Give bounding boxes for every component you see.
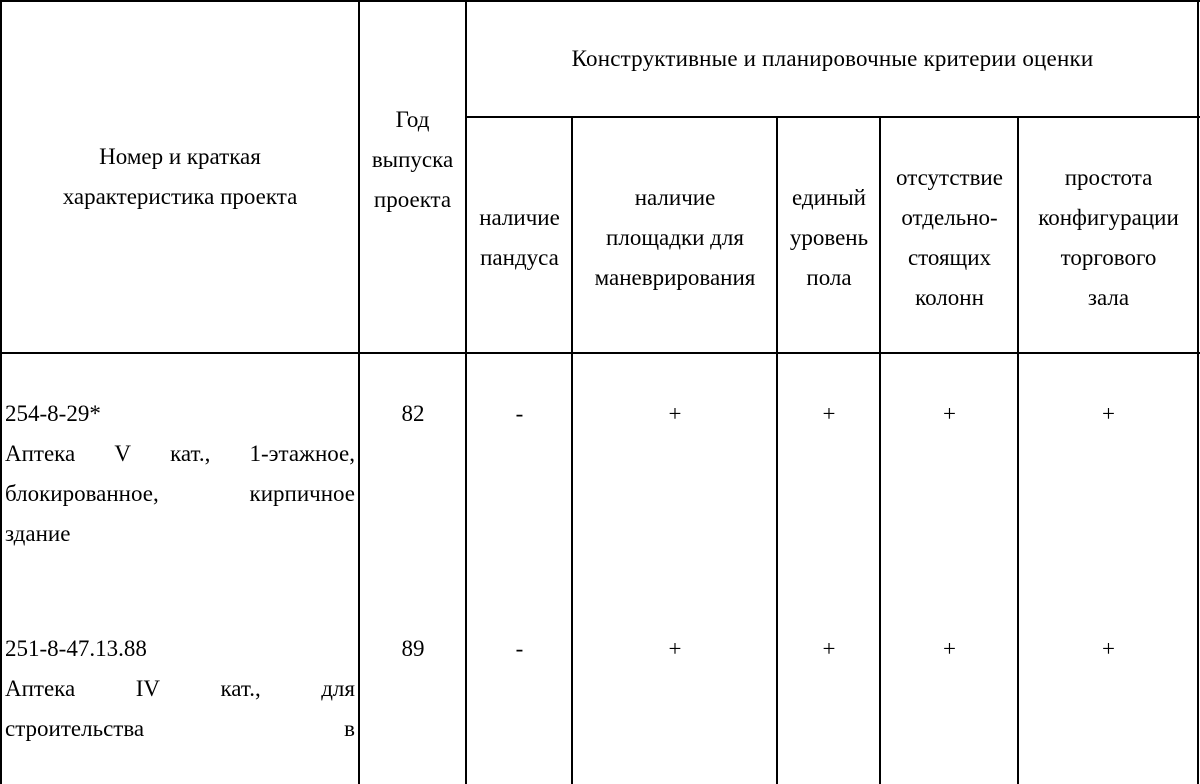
row-2-ramp: - <box>515 636 524 661</box>
header-ramp <box>467 198 572 278</box>
row-2-project-number: 251-8-47.13.88 <box>5 636 147 661</box>
row-2-desc-line-2 <box>5 709 355 749</box>
row-2-desc-word-5: строительства <box>5 716 145 741</box>
row-2-desc-word-3: кат., <box>220 676 261 701</box>
row-1-desc-line-3: здание <box>5 521 71 546</box>
row-1-floor: + <box>822 401 836 426</box>
row-2-floor: + <box>822 636 836 661</box>
header-maneuver-line-3: маневрирования <box>594 265 756 290</box>
row-1-desc-line-1 <box>5 434 355 474</box>
row-2-desc-word-2: IV <box>135 676 160 701</box>
header-columns-line-4: колонн <box>915 285 984 310</box>
header-config-line-2: конфигурации <box>1038 205 1179 230</box>
row-2-year: 89 <box>401 636 425 661</box>
header-project-line-1: Номер и краткая <box>99 144 261 169</box>
row-1-desc-line-2 <box>5 474 355 514</box>
header-config-line-1: простота <box>1064 165 1153 190</box>
header-ramp-line-1: наличие <box>479 205 560 230</box>
row-1-columns: + <box>943 401 956 426</box>
header-project <box>2 2 358 352</box>
header-floor-line-2: уровень <box>789 225 869 250</box>
header-maneuver <box>573 178 777 298</box>
table-row-1-description <box>5 394 355 554</box>
header-columns-line-1: отсутствие <box>896 165 1003 190</box>
row-1-project-number: 254-8-29* <box>5 401 101 426</box>
header-columns-line-2: отдельно- <box>901 205 998 230</box>
row-2-desc-word-6: в <box>344 716 355 741</box>
header-floor-line-3: пола <box>806 265 852 290</box>
header-config <box>1019 158 1198 318</box>
row-2-desc-line-1 <box>5 669 355 709</box>
row-1-desc-word-3: кат., <box>170 441 211 466</box>
header-columns <box>881 158 1018 318</box>
header-maneuver-line-2: площадки для <box>606 225 744 250</box>
header-floor <box>778 178 880 298</box>
header-year-line-1: Год <box>395 107 430 132</box>
row-2-desc-word-4: для <box>321 676 355 701</box>
row-2-columns: + <box>943 636 956 661</box>
row-1-year: 82 <box>401 401 425 426</box>
header-floor-line-1: единый <box>792 185 866 210</box>
row-1-config: + <box>1102 401 1115 426</box>
row-1-desc-word-2: V <box>114 441 131 466</box>
row-1-ramp: - <box>515 401 524 426</box>
header-criteria-group <box>467 2 1198 116</box>
row-1-desc-word-1: Аптека <box>5 441 76 466</box>
header-year-line-3: проекта <box>373 187 452 212</box>
row-2-config: + <box>1102 636 1115 661</box>
header-config-line-4: зала <box>1087 285 1130 310</box>
table-row-2-description <box>5 629 355 749</box>
header-criteria-group-text: Конструктивные и планировочные критерии оценки <box>571 46 1094 71</box>
header-config-line-3: торгового <box>1060 245 1157 270</box>
row-1-desc-word-5: блокированное, <box>5 481 159 506</box>
row-2-desc-word-1: Аптека <box>5 676 76 701</box>
header-year <box>360 100 465 240</box>
header-columns-line-3: стоящих <box>907 245 992 270</box>
row-1-maneuver: + <box>668 401 682 426</box>
header-ramp-line-2: пандуса <box>480 245 559 270</box>
header-maneuver-line-1: наличие <box>634 185 716 210</box>
row-1-desc-word-4: 1-этажное, <box>249 441 355 466</box>
row-1-desc-word-6: кирпичное <box>249 481 355 506</box>
header-project-line-2: характеристика проекта <box>62 184 298 209</box>
row-2-maneuver: + <box>668 636 682 661</box>
header-year-line-2: выпуска <box>371 147 454 172</box>
